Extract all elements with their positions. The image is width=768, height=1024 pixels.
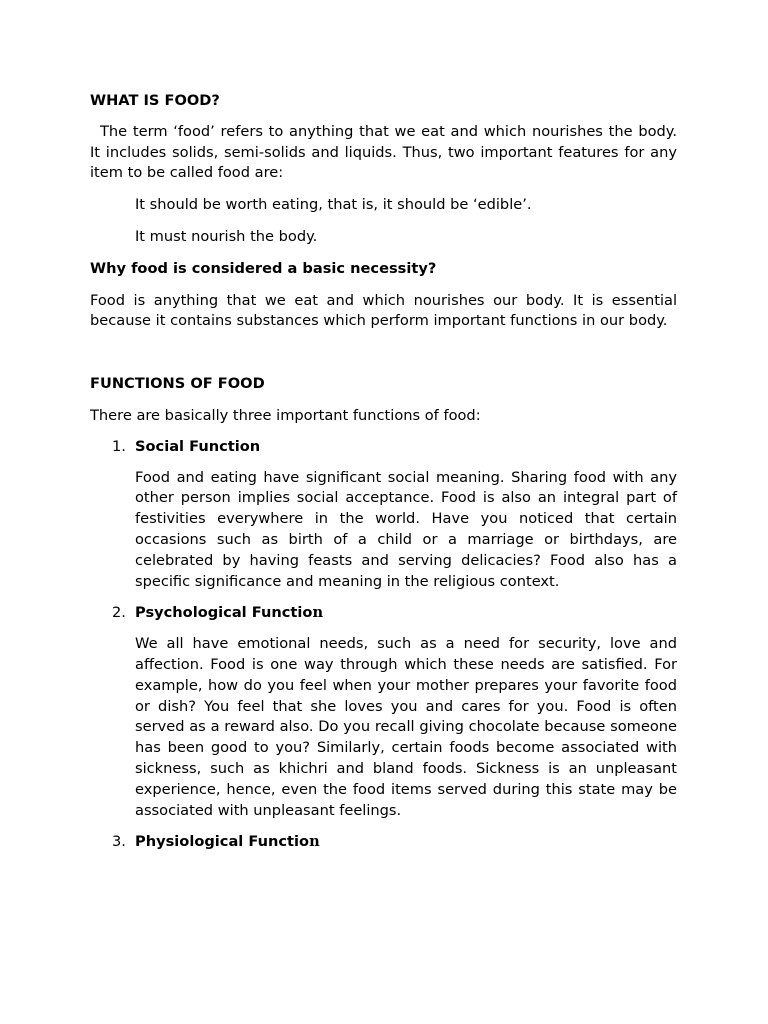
psychological-function-title: Psychological Functio [135, 604, 313, 622]
social-function-title: Social Function [135, 437, 261, 455]
paragraph-food-definition [90, 122, 677, 184]
list-number: 1. [112, 437, 126, 455]
heading-functions-of-food: FUNCTIONS OF FOOD [90, 375, 265, 393]
physiological-function-title-tail: n [309, 833, 320, 851]
paragraph-functions-intro: There are basically three important functions of food: [90, 406, 481, 424]
list-number: 3. [112, 833, 126, 851]
list-number: 2. [112, 604, 126, 622]
psychological-function-body: We all have emotional needs, such as a need for security, love and affection. Food is one way through which these needs are satisfied. For example, how do you feel when your mother prepares your favorite food or dish? You feel that she loves you and cares for you. Food is often served as a reward also. Do you recall giving chocolate because someone has been good to you? Similarly, certain foods become associated with sickness, such as khichri and bland foods. Sickness is an unpleasant experience, hence, even the food items served during this state may be associated with unpleasant feelings. [135, 635, 677, 819]
heading-what-is-food: WHAT IS FOOD? [90, 92, 220, 109]
social-function-body: Food and eating have significant social meaning. Sharing food with any other person implies social acceptance. Food is also an integral part of festivities everywhere in the world. Have you noticed that certain occasions such as birth of a child or a marriage or birthdays, are celebrated by having feasts and serving delicacies? Food also has a specific significance and meaning in the religious context. [135, 468, 677, 590]
heading-basic-necessity: Why food is considered a basic necessity? [90, 259, 437, 277]
psychological-function-title-tail: n [312, 604, 324, 622]
paragraph-basic-necessity: Food is anything that we eat and which nourishes our body. It is essential because it contains substances which perform important functions in our body. [90, 291, 677, 330]
list-item-psychological-function [112, 603, 677, 624]
list-item-social-function [112, 437, 677, 458]
list-item-physiological-function [112, 832, 677, 853]
feature-item-edible: It should be worth eating, that is, it should be ‘edible’. [135, 196, 532, 214]
physiological-function-title: Physiological Functio [135, 833, 310, 851]
feature-item-nourish: It must nourish the body. [135, 227, 318, 245]
food-definition-text: The term ‘food’ refers to anything that we eat and which nourishes the body. It includes solids, semi-solids and liquids. Thus, two important features for any item to be called food are: [90, 122, 677, 182]
